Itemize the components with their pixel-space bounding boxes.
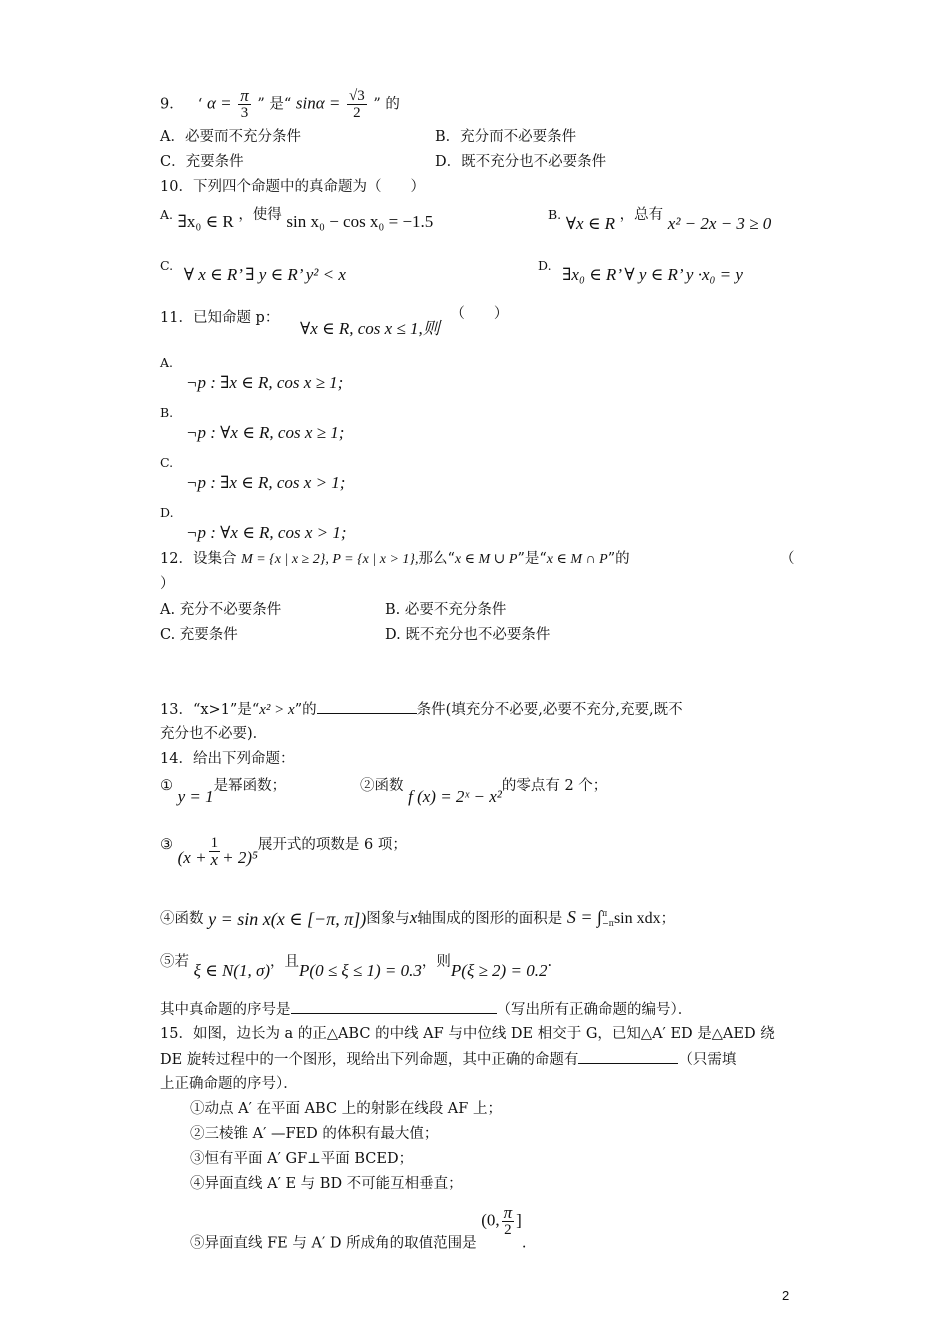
q14-stem: 14．给出下列命题： [160, 751, 295, 767]
q15-item3: ③恒有平面 A′ GF⊥平面 BCED； [190, 1151, 414, 1167]
q12-paren-close: ） [160, 576, 175, 592]
q9-stem: 9． ‘ α = $\frac{\pi}{3}$ ” 是“ sinα = $\frac{√3}{2}$ ” 的 [160, 86, 400, 121]
q9-pi-over-3: $\frac{\pi}{3}$ [240, 86, 249, 121]
q11-stem: 11．已知命题 p： ∀x ∈ R, cos x ≤ 1,则 （ ） [160, 306, 509, 338]
q9-option-d: D．既不充分也不必要条件 [435, 154, 607, 170]
q9-option-a: A．必要而不充分条件 [160, 129, 301, 145]
q12-option-d: D. 既不充分也不必要条件 [385, 627, 551, 643]
q9-alpha-eq: α = [206, 93, 232, 113]
q9-option-c: C．充要条件 [160, 154, 244, 170]
q12-option-b: B. 必要不充分条件 [385, 602, 507, 618]
q15-item2: ②三棱锥 A′ —FED 的体积有最大值； [190, 1126, 439, 1142]
q10-stem: 10．下列四个命题中的真命题为（ ） [160, 179, 425, 195]
q11-option-a: A. ¬p : ∃x ∈ R, cos x ≥ 1; [160, 355, 344, 392]
q12-option-c: C. 充要条件 [160, 627, 238, 643]
q11-option-c: C. ¬p : ∃x ∈ R, cos x > 1; [160, 455, 346, 492]
q9-shi: ” 是“ [257, 96, 292, 113]
q14-prop5: ⑤若 ξ ∈ N(1, σ)，且P(0 ≤ ξ ≤ 1) = 0.3，则P(ξ ≥ 2) = 0.2. [160, 954, 553, 980]
q14-answer-blank[interactable] [291, 999, 497, 1014]
q15-line1: 15．如图，边长为 a 的正△ABC 的中线 AF 与中位线 DE 相交于 G，已知△A′ ED 是△AED 绕 [160, 1026, 775, 1042]
q9-sqrt3-over-2: $\frac{√3}{2}$ [349, 88, 365, 121]
q15-item4: ④异面直线 A′ E 与 BD 不可能互相垂直； [190, 1176, 463, 1192]
q9-de: ” 的 [373, 96, 400, 113]
q10-option-a: A. ∃x₀ ∈ R ，使得 sin x₀ − cos x₀ = −1.5 [160, 207, 434, 231]
q12-option-a: A. 充分不必要条件 [160, 602, 282, 618]
q11-option-d: D. ¬p : ∀x ∈ R, cos x > 1; [160, 505, 347, 542]
q14-prop1: ① y = 1是幂函数； [160, 778, 287, 806]
q14-prop4: ④函数 y = sin x(x ∈ [−π, π])图象与x轴围成的图形的面积是 S = ∫ π −π sin xdx； [160, 907, 676, 929]
q9-option-b: B．充分而不必要条件 [435, 129, 577, 145]
q12-stem: 12．设集合 M = {x | x ≥ 2}, P = {x | x > 1},那么“x ∈ M ∪ P”是“x ∈ M ∩ P”的 [160, 551, 630, 567]
q9-sin-alpha: sinα = [295, 93, 341, 113]
q15-line2: DE 旋转过程中的一个图形，现给出下列命题，其中正确的命题有 （只需填 [160, 1049, 736, 1070]
q15-answer-blank[interactable] [578, 1049, 678, 1064]
q13-answer-blank[interactable] [317, 699, 417, 714]
q14-answer-line: 其中真命题的序号是 （写出所有正确命题的编号）． [160, 999, 692, 1020]
q10-option-c: C. ∀ x ∈ R’ ∃ y ∈ R’ y² < x [160, 258, 346, 284]
q11-option-b: B. ¬p : ∀x ∈ R, cos x ≥ 1; [160, 405, 345, 442]
q13-line1: 13．“x>1”是“x² > x”的 条件(填充分不必要,必要不充分,充要,既不 [160, 699, 683, 720]
q14-prop2: ②函数 f (x) = 2ˣ − x²的零点有 2 个； [360, 778, 608, 806]
q10-option-b: B. ∀x ∈ R ，总有 x² − 2x − 3 ≥ 0 [548, 207, 772, 233]
q14-prop3: ③ (x + $\frac{1}{x}$ + 2)⁵展开式的项数是 6 项； [160, 835, 407, 869]
page-number: 2 [782, 1288, 790, 1303]
q15-item5: ⑤异面直线 FE 与 A′ D 所成角的取值范围是 (0, $\frac{\pi}{2}$ ]. [190, 1203, 527, 1252]
q9-label: 9． [160, 96, 184, 113]
q13-line2: 充分也不必要)． [160, 726, 268, 742]
q15-line3: 上正确命题的序号）． [160, 1076, 298, 1092]
q15-item1: ①动点 A′ 在平面 ABC 上的射影在线段 AF 上； [190, 1101, 502, 1117]
q12-paren-open: （ [780, 551, 795, 567]
q10-option-d: D. ∃x₀ ∈ R’ ∀ y ∈ R’ y ·x₀ = y [538, 258, 743, 284]
